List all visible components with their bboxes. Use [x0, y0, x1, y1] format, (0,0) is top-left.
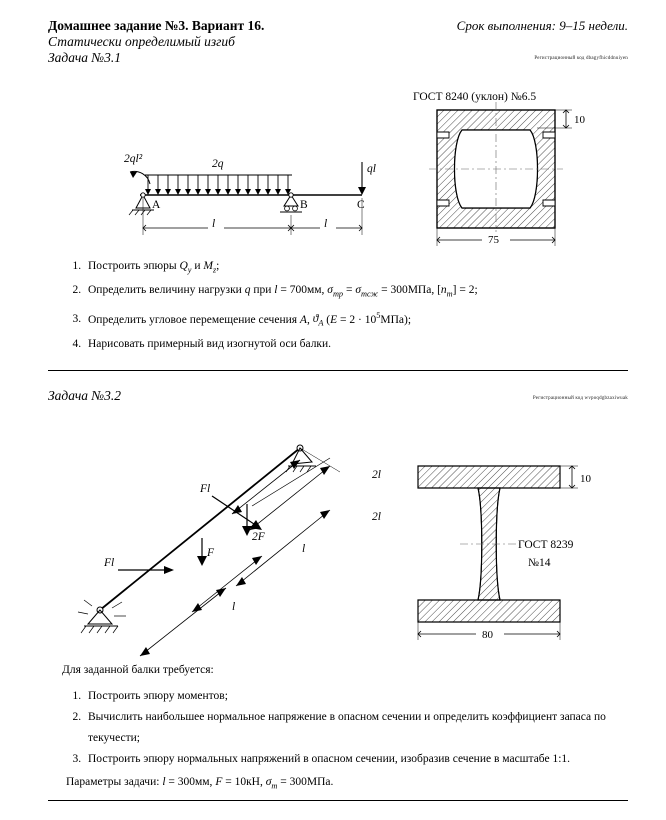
page-title: Домашнее задание №3. Вариант 16. — [48, 18, 265, 33]
list-item: 3. Определить угловое перемещение сечения A, $ϑ_A$ $(E = 2 \cdot 10^5МПа)$; — [84, 305, 624, 334]
task-2-lead: Для заданной балки требуется: — [62, 664, 214, 676]
list-item: 2. Вычислить наибольшее нормальное напряжение в опасном сечении и определить коэффициент запаса по текучести; — [84, 707, 644, 749]
dim-2l-b-label: 2l — [372, 511, 381, 523]
task-1-label: Задача №3.1 — [48, 50, 122, 65]
page-subtitle: Статически определимый изгиб — [48, 34, 235, 49]
frame-drawing — [78, 445, 390, 656]
list-item: 1. Построить эпюру моментов; — [84, 686, 644, 707]
list-item: 4. Нарисовать примерный вид изогнутой оси балки. — [84, 334, 624, 355]
document-header — [48, 18, 628, 50]
figure-frame-diagram — [0, 410, 666, 660]
distributed-load-label: 2q — [212, 158, 224, 170]
registration-code-2: Регистрационный код wvpoqdgbzaxiwuak — [532, 396, 628, 401]
section1-thickness-label: 10 — [574, 114, 585, 126]
beam-drawing — [124, 153, 376, 235]
section2-width-label: 80 — [482, 629, 493, 641]
section2-number-label: №14 — [528, 557, 551, 569]
ibeam-section-drawing — [418, 466, 592, 641]
channel-section-drawing — [413, 91, 586, 246]
list-item: 1. Построить эпюры $Q_y$ и $M_z$; — [84, 256, 624, 280]
section2-gost-label: ГОСТ 8239 — [518, 539, 574, 551]
dim-l-b-label: l — [232, 601, 236, 613]
task-2-requirements — [62, 686, 644, 770]
support-b-label: B — [300, 199, 308, 211]
section2-thickness-label: 10 — [580, 473, 591, 485]
force-mid-label: Fl — [104, 557, 115, 569]
list-item: 2. Определить величину нагрузки q при l = 700мм, $\sigma_{тр} = \sigma_{тсж} = 300МПа$, $[n_т] = 2$; — [84, 280, 624, 304]
dim-l-a-label: l — [302, 543, 306, 555]
task-2-parameters: Параметры задачи: l = 300мм, F = 10кН, $\sigma_т = 300МПа$. — [66, 776, 334, 791]
load-f-label: F — [207, 547, 215, 559]
bottom-divider — [48, 800, 628, 801]
point-c-label: C — [357, 199, 365, 211]
section-divider — [48, 370, 628, 371]
figure-beam-diagram — [0, 80, 666, 260]
support-a-label: A — [152, 199, 161, 211]
span1-label: l — [212, 218, 216, 230]
dim-2l-a-label: 2l — [372, 469, 381, 481]
task-1-requirements — [62, 256, 624, 355]
force-top-label: Fl — [200, 483, 211, 495]
task-2-label: Задача №3.2 — [48, 388, 122, 403]
registration-code-1: Регистрационный код dbagyfhicddnuiyen — [534, 56, 628, 61]
end-force-label: ql — [367, 163, 376, 175]
deadline-text: Срок выполнения: 9–15 недели. — [456, 18, 628, 33]
load-2f-label: 2F — [252, 531, 265, 543]
span2-label: l — [324, 218, 328, 230]
section1-width-label: 75 — [488, 234, 499, 246]
moment-label: 2ql² — [124, 153, 143, 165]
section1-gost-label: ГОСТ 8240 (уклон) №6.5 — [413, 91, 537, 103]
list-item: 3. Построить эпюру нормальных напряжений в опасном сечении, изобразив сечение в масштабе 1:1. — [84, 749, 644, 770]
